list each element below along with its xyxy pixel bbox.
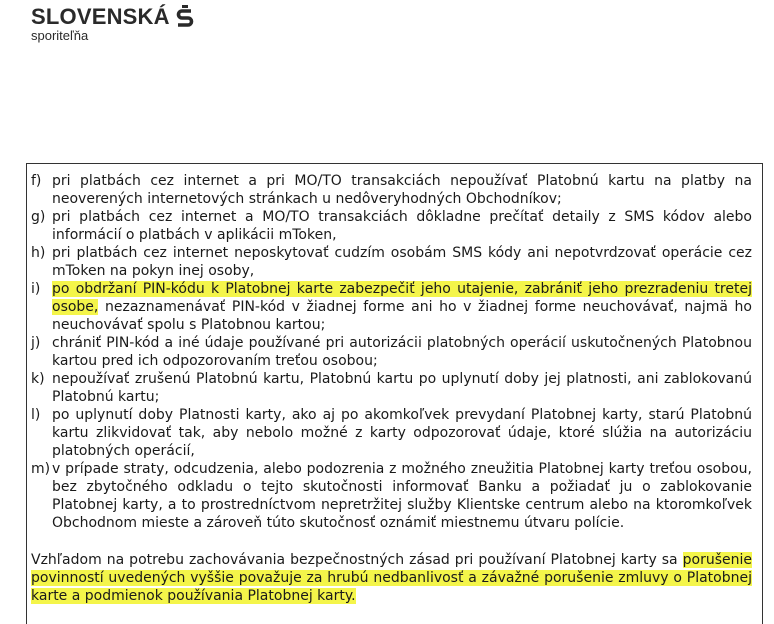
list-item (31, 334, 752, 370)
list-item-text-rest: nezaznamenávať PIN-kód v žiadnej forme ani ho v žiadnej forme neuchovávať, najmä ho neuchovávať spolu s Platobnou kartou; (52, 299, 752, 333)
list-item (31, 370, 752, 406)
list-item-text (52, 280, 752, 334)
logo-subtitle: sporiteľňa (31, 28, 89, 43)
list-item (31, 244, 752, 280)
list-marker: l) (31, 407, 41, 423)
list-item-text: pri platbách cez internet a pri MO/TO transakciách nepoužívať Platobnú kartu na platby na neoverených internetových stránkach u nedôveryhodných Obchodníkov; (52, 173, 752, 207)
logo-main-text: SLOVENSKÁ (31, 4, 170, 29)
highlighted-text: po obdržaní PIN-kódu k Platobnej karte zabezpečiť jeho utajenie, zabrániť jeho prezradeniu tretej osobe, (52, 281, 752, 315)
list-marker: m) (31, 461, 51, 477)
list-marker: j) (31, 335, 41, 351)
closing-text: Vzhľadom na potrebu zachovávania bezpečnostných zásad pri používaní Platobnej karty sa (31, 552, 683, 568)
list-item-text: v prípade straty, odcudzenia, alebo podozrenia z možného zneužitia Platobnej karty treťou osobou, bez zbytočného odkladu o tejto skutočnosti informovať Banku a požiadať ju o zablokovanie Platobnej karty, a to prostredníctvom nepretržitej služby Klientske centrum alebo na ktoromkoľvek Obchodnom mieste a zároveň túto skutočnosť oznámiť miestnemu útvaru polície. (52, 461, 752, 531)
list-item (31, 406, 752, 460)
list-item (31, 460, 752, 532)
list-marker: h) (31, 245, 46, 261)
list-marker: g) (31, 209, 46, 225)
list-item-text: po uplynutí doby Platnosti karty, ako aj po akomkoľvek prevydaní Platobnej karty, starú Platobnú kartu zlikvidovať tak, aby nebolo možné z karty odpozorovať údaje, ktoré slúžia na autorizáciu platobných operácií, (52, 407, 752, 459)
logo-wordmark (31, 4, 195, 30)
bank-logo (31, 4, 195, 43)
list-item (31, 172, 752, 208)
list-marker: i) (31, 281, 41, 297)
list-item (31, 280, 752, 334)
closing-paragraph (31, 551, 752, 605)
list-item-text: nepoužívať zrušenú Platobnú kartu, Platobnú kartu po uplynutí doby jej platnosti, ani zablokovanú Platobnú kartu; (52, 371, 752, 405)
list-marker: f) (31, 173, 42, 189)
list-item-text: chrániť PIN-kód a iné údaje používané pri autorizácii platobných operácií uskutočnených Platobnou kartou pred ich odpozorovaním treťou osobou; (52, 335, 752, 369)
list-item (31, 208, 752, 244)
document-body (31, 172, 752, 605)
highlighted-text: porušenie povinností uvedených vyššie považuje za hrubú nedbanlivosť a závažné porušenie zmluvy o Platobnej karte a podmienok používania Platobnej karty. (31, 552, 752, 604)
list-item-text: pri platbách cez internet neposkytovať cudzím osobám SMS kódy ani nepotvrdzovať operácie cez mToken na pokyn inej osoby, (52, 245, 752, 279)
list-marker: k) (31, 371, 45, 387)
list-item-text: pri platbách cez internet a MO/TO transakciách dôkladne prečítať detaily z SMS kódov alebo informácií o platbách v aplikácii mToken, (52, 209, 752, 243)
logo-s-icon (175, 5, 195, 29)
